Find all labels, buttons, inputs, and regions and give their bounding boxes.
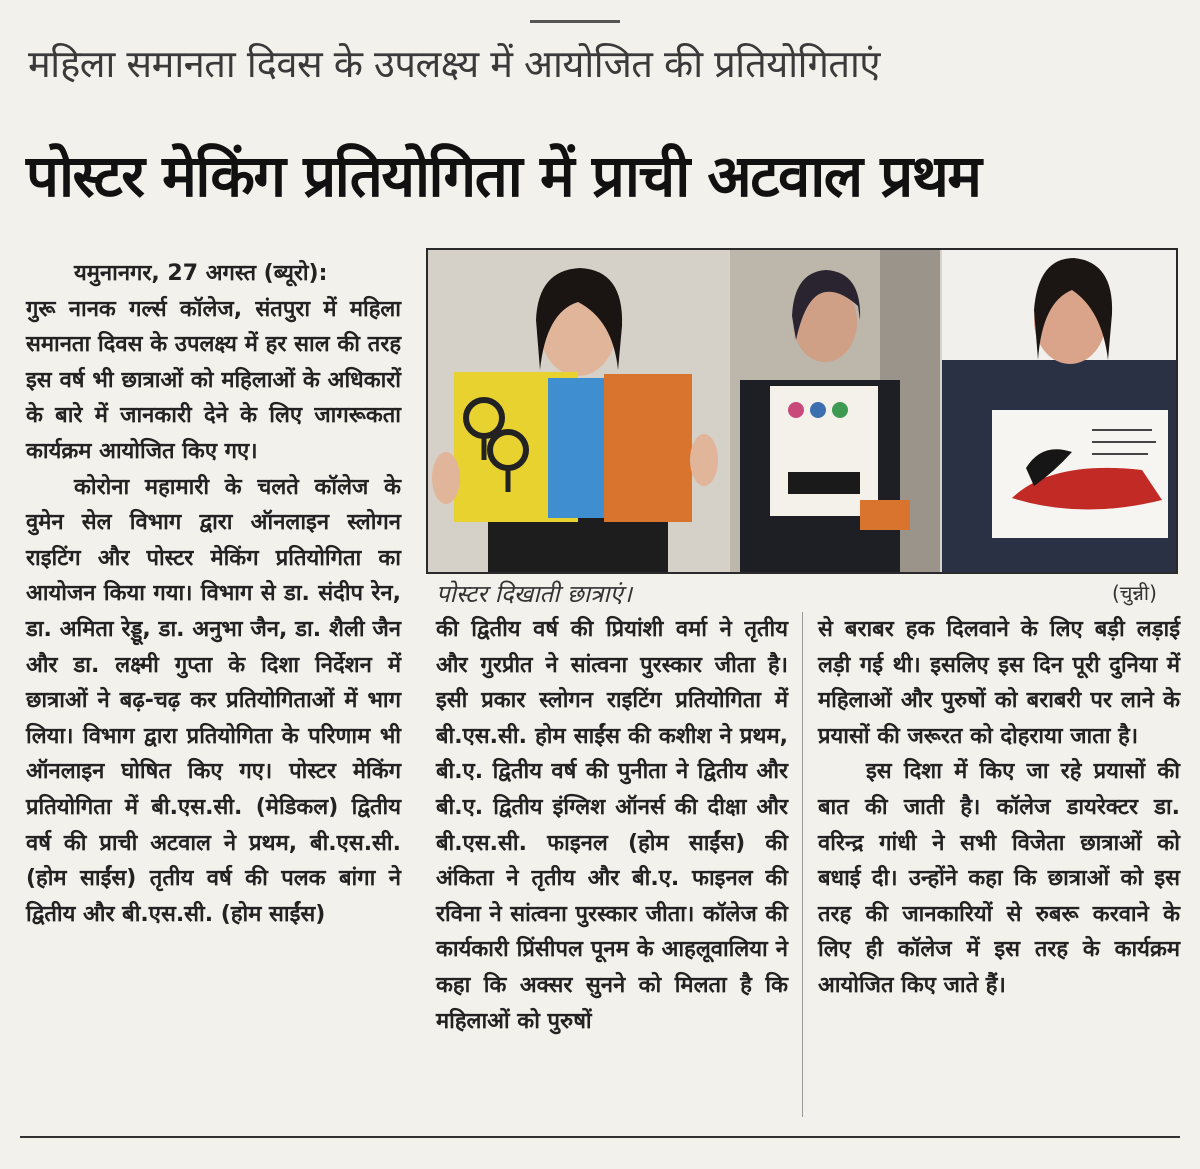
bottom-rule — [20, 1136, 1180, 1138]
photo-illustration — [730, 250, 940, 572]
article-column-3 — [818, 612, 1180, 1004]
photo-illustration — [428, 250, 728, 572]
paragraph: कोरोना महामारी के चलते कॉलेज के वुमेन सेल विभाग द्वारा ऑनलाइन स्लोगन राइटिंग और पोस्टर मेकिंग प्रतियोगिता का आयोजन किया गया। विभाग से डा. संदीप रेन, डा. अमिता रेड्डू, डा. अनुभा जैन, डा. शैली जैन और डा. लक्ष्मी गुप्ता के दिशा निर्देशन में छात्राओं ने बढ़-चढ़ कर प्रतियोगिताओं में भाग लिया। विभाग द्वारा प्रतियोगिता के परिणाम भी ऑनलाइन घोषित किए गए। पोस्टर मेकिंग प्रतियोगिता में बी.एस.सी. (मेडिकल) द्वितीय वर्ष की प्राची अटवाल ने प्रथम, बी.एस.सी. (होम साईंस) तृतीय वर्ष की पलक बांगा ने द्वितीय और बी.एस.सी. (होम साईंस) — [26, 474, 401, 927]
article-kicker: महिला समानता दिवस के उपलक्ष्य में आयोजित की प्रतियोगिताएं — [28, 42, 880, 86]
student-with-poster-photo — [942, 250, 1176, 572]
article-headline: पोस्टर मेकिंग प्रतियोगिता में प्राची अटवाल प्रथम — [26, 142, 981, 210]
photo-strip — [426, 248, 1178, 574]
column-divider — [802, 612, 803, 1117]
article-column-1 — [26, 256, 401, 932]
student-with-poster-photo — [428, 250, 728, 572]
paragraph: की द्वितीय वर्ष की प्रियांशी वर्मा ने तृतीय और गुरप्रीत ने सांत्वना पुरस्कार जीता है। इसी प्रकार स्लोगन राइटिंग प्रतियोगिता में बी.एस.सी. होम साईंस की कशीश ने प्रथम, बी.ए. द्वितीय वर्ष की पुनीता ने द्वितीय और बी.ए. द्वितीय इंग्लिश ऑनर्स की दीक्षा और बी.एस.सी. फाइनल (होम साईंस) की अंकिता ने तृतीय और बी.ए. फाइनल की रविना ने सांत्वना पुरस्कार जीता। कॉलेज की कार्यकारी प्रिंसीपल पूनम के आहलूवालिया ने कहा कि अक्सर सुनने को मिलता है कि महिलाओं को पुरुषों — [436, 617, 788, 1034]
paragraph: से बराबर हक दिलवाने के लिए बड़ी लड़ाई लड़ी गई थी। इसलिए इस दिन पूरी दुनिया में महिलाओं और पुरुषों को बराबरी पर लाने के प्रयासों की जरूरत को दोहराया जाता है। — [818, 617, 1180, 749]
photo-caption: पोस्टर दिखाती छात्राएं। — [436, 580, 632, 608]
photo-credit: (चुन्नी) — [1112, 581, 1157, 605]
photo-illustration — [942, 250, 1176, 572]
dateline: यमुनानगर, 27 अगस्त (ब्यूरो): — [74, 261, 328, 286]
paragraph: इस दिशा में किए जा रहे प्रयासों की बात की जाती है। कॉलेज डायरेक्टर डा. वरिन्द्र गांधी ने सभी विजेता छात्राओं को बधाई दी। उन्होंने कहा कि छात्राओं को इस तरह की जानकारियों से रुबरू करवाने के लिए ही कॉलेज में इस तरह के कार्यक्रम आयोजित किए जाते हैं। — [818, 759, 1180, 998]
article-column-2 — [436, 612, 788, 1039]
student-with-poster-photo — [730, 250, 940, 572]
paragraph: गुरू नानक गर्ल्स कॉलेज, संतपुरा में महिला समानता दिवस के उपलक्ष्य में हर साल की तरह इस वर्ष भी छात्राओं को महिलाओं के अधिकारों के बारे में जानकारी देने के लिए जागरूकता कार्यक्रम आयोजित किए गए। — [26, 296, 401, 464]
top-fold-mark — [530, 20, 620, 23]
